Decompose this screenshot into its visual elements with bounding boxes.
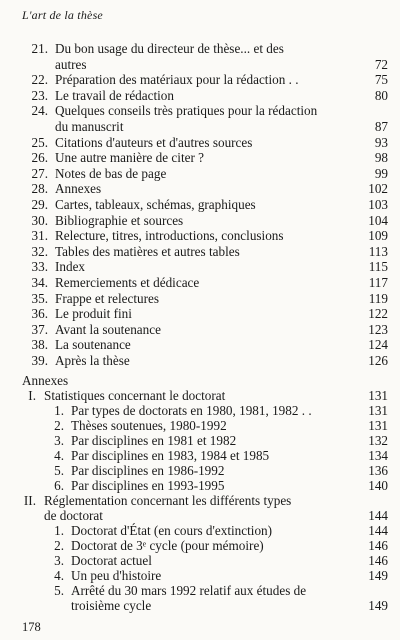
toc-entry-title: Notes de bas de page <box>55 165 167 181</box>
annex-entry-number: 1. <box>54 403 64 418</box>
toc-entry <box>22 150 388 166</box>
toc-entry-page: 93 <box>374 134 388 150</box>
toc-entry-number: 26. <box>31 150 48 166</box>
toc-entry-page: 122 <box>368 306 388 322</box>
toc-entry-page: 98 <box>374 150 388 166</box>
annex-entry-title: Un peu d'histoire <box>71 568 162 583</box>
annex-entry-title: Par disciplines en 1986-1992 <box>71 463 225 478</box>
toc-entry-page: 75 <box>374 72 388 88</box>
annex-entry-page: 149 <box>368 598 388 613</box>
annex-entry-number: I. <box>28 388 36 403</box>
annex-entry-number: 5. <box>54 463 64 478</box>
annexes-list <box>22 388 388 613</box>
annex-entry-title: Réglementation concernant les différents types <box>44 493 292 508</box>
toc-entry-page: 102 <box>368 181 388 197</box>
annex-entry-page: 136 <box>368 463 388 478</box>
toc-entry-number: 29. <box>31 196 48 212</box>
annex-entry <box>22 568 388 583</box>
annex-entry <box>22 388 388 403</box>
annex-entry-page: 144 <box>368 508 388 523</box>
toc-entry-number: 21. <box>31 41 48 56</box>
toc-entry-title: autres <box>55 56 87 72</box>
toc-entry-title: Citations d'auteurs et d'autres sources <box>55 134 253 150</box>
toc-entry-page: 104 <box>368 212 388 228</box>
toc-entry-number: 24. <box>31 103 48 119</box>
toc-entry-title: La soutenance <box>55 337 131 353</box>
annex-entry-number: 1. <box>54 523 64 538</box>
annex-entry-page: 131 <box>368 388 388 403</box>
toc-entry <box>22 197 388 213</box>
toc-entry-number: 34. <box>31 274 48 290</box>
annex-entry <box>22 598 388 613</box>
annex-entry-title: Par disciplines en 1993-1995 <box>71 478 225 493</box>
annex-entry-title: de doctorat <box>44 508 103 523</box>
annex-entry-number: 3. <box>54 433 64 448</box>
toc-entry-title: Du bon usage du directeur de thèse... et des <box>55 41 284 56</box>
toc-entry <box>22 291 388 307</box>
annex-entry-number: 2. <box>54 538 64 553</box>
toc-entry-page: 109 <box>368 228 388 244</box>
annex-entry-number: 4. <box>54 568 64 583</box>
toc-entry <box>22 166 388 182</box>
toc-entry-title: Frappe et relectures <box>55 290 159 306</box>
annex-entry <box>22 433 388 448</box>
toc-entry <box>22 337 388 353</box>
annex-entry-title: Par types de doctorats en 1980, 1981, 1982 . . <box>71 403 312 418</box>
toc-entry-title: Quelques conseils très pratiques pour la rédaction <box>55 103 318 119</box>
toc-entry-number: 22. <box>31 72 48 88</box>
annex-entry <box>22 403 388 418</box>
annex-entry-title: Par disciplines en 1983, 1984 et 1985 <box>71 448 270 463</box>
toc-entry <box>22 228 388 244</box>
toc-entry-page: 123 <box>368 321 388 337</box>
toc-entry-page: 124 <box>368 337 388 353</box>
toc-entry <box>22 322 388 338</box>
annex-entry <box>22 478 388 493</box>
annex-entry-page: 134 <box>368 448 388 463</box>
annex-entry-page: 146 <box>368 553 388 568</box>
toc-entry-page: 103 <box>368 196 388 212</box>
toc-entry-number: 27. <box>31 165 48 181</box>
annex-entry-page: 140 <box>368 478 388 493</box>
toc-entry <box>22 72 388 88</box>
toc-entry-page: 126 <box>368 352 388 368</box>
toc-entry-title: Bibliographie et sources <box>55 212 184 228</box>
annex-entry-title: Arrêté du 30 mars 1992 relatif aux études de <box>71 583 307 598</box>
toc-entry-number: 36. <box>31 306 48 322</box>
annex-entry-title: Doctorat de 3ᵉ cycle (pour mémoire) <box>71 538 264 553</box>
toc-entry-title: Tables des matières et autres tables <box>55 243 240 259</box>
annex-entry <box>22 583 388 598</box>
toc-entry-title: Une autre manière de citer ? <box>55 150 205 166</box>
toc-entry-page: 113 <box>368 243 388 259</box>
toc-entry <box>22 135 388 151</box>
toc-entry-number: 25. <box>31 134 48 150</box>
toc-entry-page: 99 <box>374 165 388 181</box>
toc-entry-number: 39. <box>31 352 48 368</box>
toc-entry-number: 30. <box>31 212 48 228</box>
toc-entry <box>22 181 388 197</box>
toc-entry <box>22 119 388 135</box>
annexes-section <box>22 373 388 613</box>
toc-entry-title: Le travail de rédaction <box>55 87 174 103</box>
toc-entry-page: 80 <box>374 87 388 103</box>
toc-entry-number: 23. <box>31 87 48 103</box>
annex-entry-title: Par disciplines en 1981 et 1982 <box>71 433 237 448</box>
toc-entry-title: Relecture, titres, introductions, conclusions <box>55 228 284 244</box>
annex-entry-page: 132 <box>368 433 388 448</box>
annexes-heading: Annexes <box>22 373 69 388</box>
annex-entry-number: 6. <box>54 478 64 493</box>
toc-entry <box>22 213 388 229</box>
annex-entry-title: Statistiques concernant le doctorat <box>44 388 226 403</box>
toc-entry-number: 35. <box>31 290 48 306</box>
annex-entry <box>22 493 388 508</box>
page-number: 178 <box>22 620 41 634</box>
toc-entry-title: Après la thèse <box>55 352 130 368</box>
toc-entry-number: 37. <box>31 321 48 337</box>
toc-entry <box>22 353 388 369</box>
toc-entry-number: 28. <box>31 181 48 197</box>
toc-entry-page: 119 <box>368 290 388 306</box>
toc-entry <box>22 259 388 275</box>
annex-entry-page: 131 <box>368 403 388 418</box>
toc-entry <box>22 275 388 291</box>
toc-entry-number: 38. <box>31 337 48 353</box>
annex-entry-number: 3. <box>54 553 64 568</box>
toc-entry-title: Le produit fini <box>55 306 132 322</box>
toc-entry <box>22 41 388 57</box>
annex-entry-number: II. <box>23 493 36 508</box>
annex-entry-page: 146 <box>368 538 388 553</box>
annex-entry-title: Thèses soutenues, 1980-1992 <box>71 418 227 433</box>
toc-entry-page: 72 <box>374 56 388 72</box>
toc-entry-title: Annexes <box>55 181 102 197</box>
annex-entry <box>22 463 388 478</box>
toc-entry <box>22 88 388 104</box>
toc-entry <box>22 306 388 322</box>
toc-entry-title: Avant la soutenance <box>55 321 161 337</box>
annex-entry-number: 4. <box>54 448 64 463</box>
annex-entry-title: Doctorat d'État (en cours d'extinction) <box>71 523 273 538</box>
toc-entry-number: 31. <box>31 228 48 244</box>
annex-entry <box>22 448 388 463</box>
toc-entry-number: 33. <box>31 259 48 275</box>
annex-entry <box>22 523 388 538</box>
annex-entry-number: 5. <box>54 583 64 598</box>
toc-entry-title: Cartes, tableaux, schémas, graphiques <box>55 196 256 212</box>
annex-entry <box>22 538 388 553</box>
annex-entry-title: Doctorat actuel <box>71 553 152 568</box>
annex-entry <box>22 553 388 568</box>
annex-entry <box>22 508 388 523</box>
toc-entry <box>22 244 388 260</box>
toc-entry-page: 87 <box>374 118 388 134</box>
toc-entry-page: 117 <box>368 274 388 290</box>
toc-entry-title: du manuscrit <box>55 118 124 134</box>
table-of-contents <box>22 41 388 368</box>
toc-entry-title: Index <box>55 259 86 275</box>
toc-entry-page: 115 <box>368 259 388 275</box>
toc-entry-title: Remerciements et dédicace <box>55 274 200 290</box>
annex-entry-page: 149 <box>368 568 388 583</box>
annex-entry-number: 2. <box>54 418 64 433</box>
annex-entry-page: 131 <box>368 418 388 433</box>
toc-entry-number: 32. <box>31 243 48 259</box>
running-head: L'art de la thèse <box>22 8 103 22</box>
toc-entry-title: Préparation des matériaux pour la rédaction . . <box>55 72 299 88</box>
annex-entry <box>22 418 388 433</box>
annex-entry-title: troisième cycle <box>71 598 152 613</box>
annex-entry-page: 144 <box>368 523 388 538</box>
toc-entry <box>22 57 388 73</box>
toc-entry <box>22 103 388 119</box>
